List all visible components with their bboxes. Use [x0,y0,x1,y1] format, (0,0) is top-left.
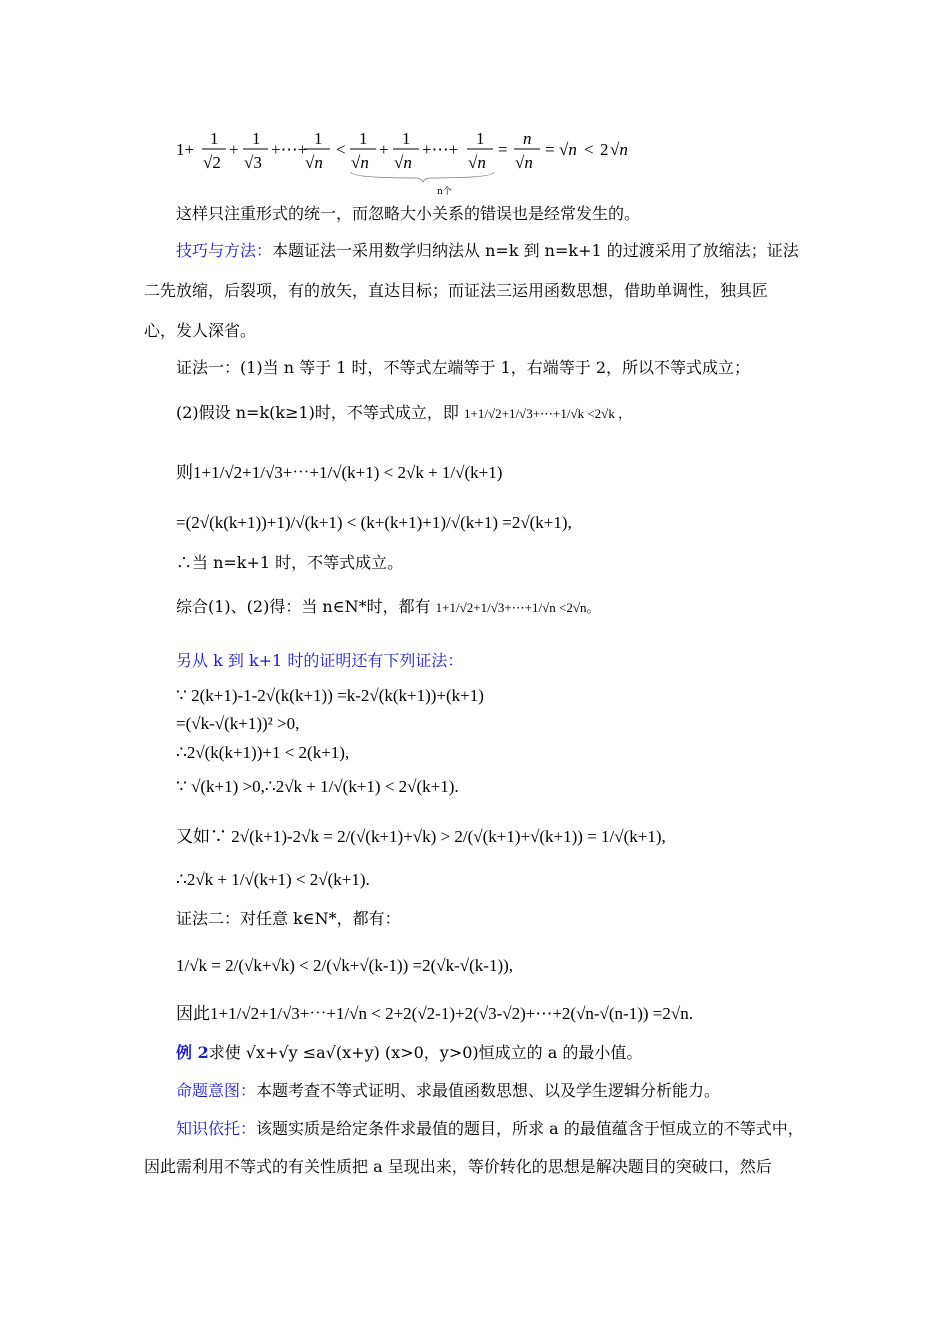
svg-text:1+: 1+ [176,140,195,159]
paragraph-line: 二先放缩，后裂项，有的放矢，直达目标；而证法三运用函数思想，借助单调性，独具匠 [144,281,769,300]
section-heading: 知识依托： [176,1119,257,1138]
svg-text:√n: √n [305,153,323,172]
svg-text:1: 1 [210,129,219,148]
svg-text:2: 2 [600,140,609,159]
svg-text:+⋯+: +⋯+ [422,140,459,159]
paragraph-text: 本题证法一采用数学归纳法从 n=k 到 n=k+1 的过渡采用了放缩法；证法 [272,241,799,260]
paragraph-text: 本题考查不等式证明、求最值函数思想、以及学生逻辑分析能力。 [256,1081,721,1100]
formula-line: ∴2√(k(k+1))+1 < 2(k+1), [176,743,350,762]
paragraph-line [176,1118,804,1140]
paragraph-line: 证法二：对任意 k∈N*，都有： [176,909,401,928]
svg-text:√n: √n [515,153,533,172]
formula-line: =(2√(k(k+1))+1)/√(k+1) < (k+(k+1)+1)/√(k+1) =2√(k+1), [176,513,572,532]
svg-text:√n: √n [610,140,628,159]
paragraph-line [176,596,599,619]
paragraph-line: 这样只注重形式的统一，而忽略大小关系的错误也是经常发生的。 [176,204,641,223]
paragraph-line: 证法一：(1)当 n 等于 1 时，不等式左端等于 1，右端等于 2，所以不等式成立； [176,358,751,377]
svg-text:1: 1 [402,129,411,148]
paragraph-line: ∴当 n=k+1 时，不等式成立。 [176,553,404,572]
section-heading: 另从 k 到 k+1 时的证明还有下列证法： [176,651,464,670]
paragraph-line [176,1042,642,1064]
paragraph-line: 心，发人深省。 [144,321,257,340]
paragraph-text: (2)假设 n=k(k≥1)时，不等式成立，即 [176,403,459,422]
formula-line: ∵ 2(k+1)-1-2√(k(k+1)) =k-2√(k(k+1))+(k+1) [176,686,484,705]
svg-text:=: = [498,140,508,159]
svg-text:1: 1 [476,129,485,148]
formula-line: 1/√k = 2/(√k+√k) < 2/(√k+√(k-1)) =2(√k-√(k-1)), [176,956,514,975]
svg-text:1: 1 [359,129,368,148]
svg-text:n: n [523,129,532,148]
inline-formula: 1+1/√2+1/√3+⋯+1/√k <2√k ， [464,406,632,421]
inline-formula: 1+1/√2+1/√3+⋯+1/√n <2√n。 [435,600,600,615]
svg-text:√n: √n [468,153,486,172]
svg-text:<: < [336,140,346,159]
underbrace-label: n个 [437,187,452,197]
paragraph-line [176,1080,720,1102]
section-heading: 命题意图： [176,1081,257,1100]
paragraph-text: 求使 √x+√y ≤a√(x+y) (x>0，y>0)恒成立的 a 的最小值。 [208,1043,643,1062]
formula-line: 因此1+1/√2+1/√3+⋯+1/√n < 2+2(√2-1)+2(√3-√2)+⋯+2(√n-√(n-1)) =2√n. [176,1004,693,1023]
formula-line: 又如∵ 2√(k+1)-2√k = 2/(√(k+1)+√k) > 2/(√(k+1)+√(k+1)) = 1/√(k+1), [176,827,666,846]
svg-text:√n: √n [394,153,412,172]
paragraph-text: 该题实质是给定条件求最值的题目，所求 a 的最值蕴含于恒成立的不等式中， [256,1119,804,1138]
section-heading: 技巧与方法： [176,241,273,260]
svg-text:=: = [545,140,555,159]
paragraph-line [176,240,799,262]
paragraph-text: 综合(1)、(2)得：当 n∈N*时，都有 [176,597,431,616]
svg-text:√2: √2 [203,153,221,172]
paragraph-line: 因此需利用不等式的有关性质把 a 呈现出来，等价转化的思想是解决题目的突破口，然后 [144,1157,772,1176]
formula-line: =(√k-√(k+1))² >0, [176,714,300,733]
svg-text:+: + [229,140,239,159]
svg-text:√n: √n [559,140,577,159]
svg-text:√3: √3 [244,153,262,172]
svg-text:√n: √n [351,153,369,172]
svg-text:1: 1 [252,129,261,148]
top-formula [176,128,666,194]
svg-text:+: + [379,140,389,159]
example-label: 例 2 [176,1043,209,1062]
paragraph-line [176,402,631,425]
svg-text:1: 1 [314,129,323,148]
svg-text:<: < [584,140,594,159]
formula-line: ∵ √(k+1) >0,∴2√k + 1/√(k+1) < 2√(k+1). [176,777,459,796]
svg-text:+⋯+: +⋯+ [271,140,308,159]
top-formula-graphic [176,128,666,188]
formula-line: ∴2√k + 1/√(k+1) < 2√(k+1). [176,870,370,889]
formula-line: 则1+1/√2+1/√3+⋯+1/√(k+1) < 2√k + 1/√(k+1) [176,463,503,482]
